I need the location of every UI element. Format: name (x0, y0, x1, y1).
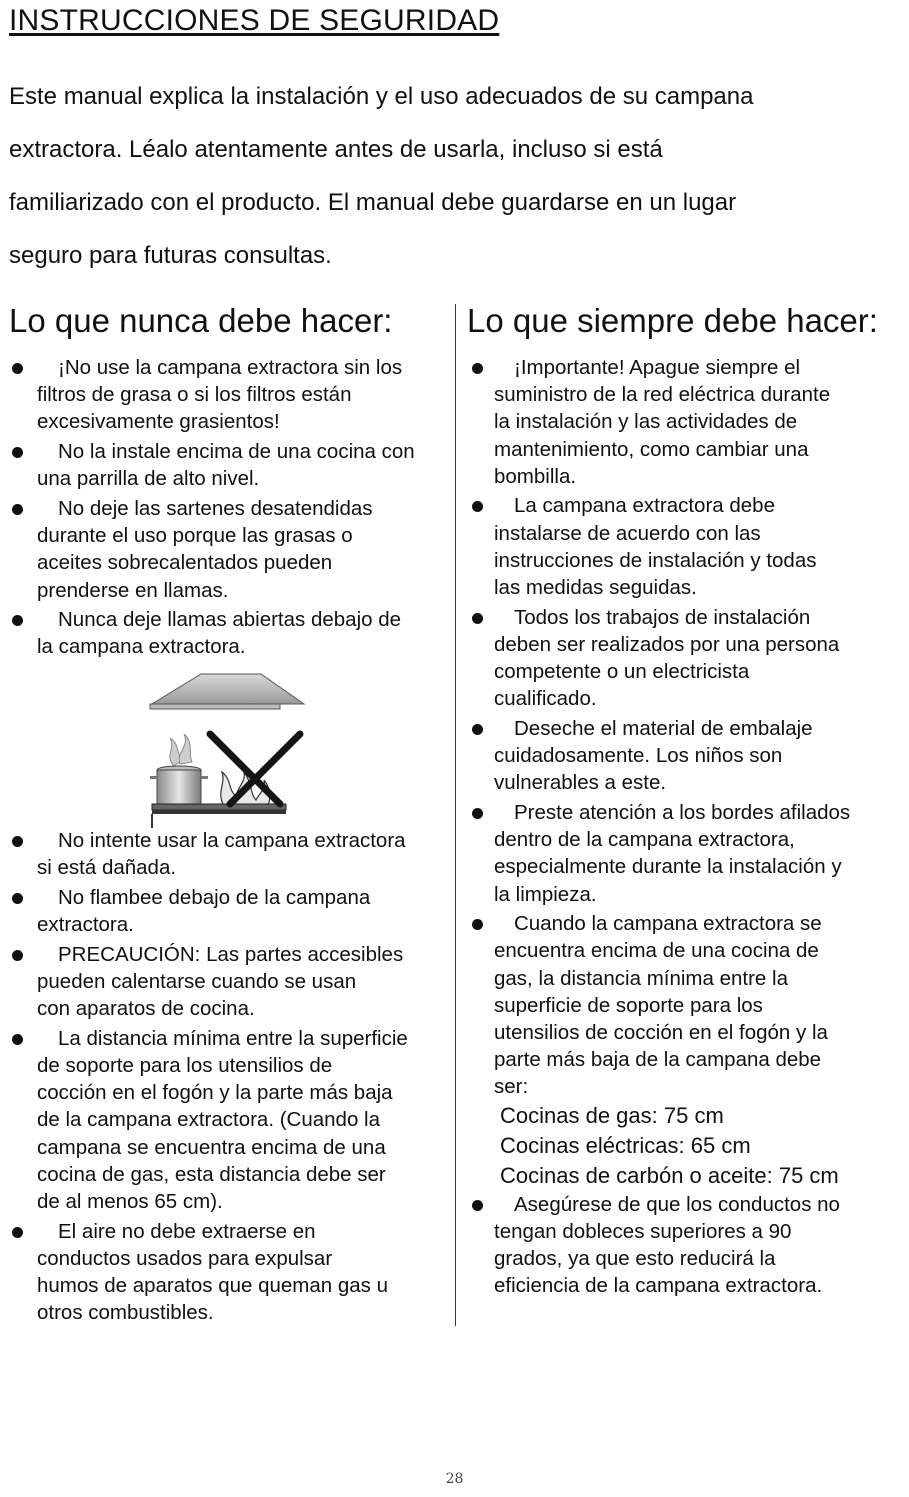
list-item-line: cocción en el fogón y la parte más baja (37, 1081, 393, 1105)
list-item-line: vulnerables a este. (494, 771, 667, 795)
list-item (0, 827, 452, 881)
always-do-list (458, 354, 908, 1299)
pot-icon (150, 766, 208, 804)
intro-line: extractora. Léalo atentamente antes de usarla, incluso si está (9, 136, 663, 163)
intro-line: Este manual explica la instalación y el uso adecuados de su campana (9, 83, 754, 110)
cooktop-icon (152, 804, 286, 828)
list-item (0, 606, 452, 660)
list-item-line: conductos usados para expulsar (37, 1246, 333, 1270)
list-item-line: con aparatos de cocina. (37, 997, 255, 1021)
list-item-line: Todos los trabajos de instalación (514, 605, 811, 629)
list-item-line: cocina de gas, esta distancia debe ser (37, 1162, 386, 1186)
intro-paragraph (9, 72, 904, 284)
never-do-heading: Lo que nunca debe hacer: (9, 302, 393, 339)
list-item-line: otros combustibles. (37, 1301, 214, 1325)
list-item-line: gas, la distancia mínima entre la (494, 966, 788, 990)
list-item-line: de al menos 65 cm). (37, 1189, 223, 1213)
list-item-line: tengan dobleces superiores a 90 (494, 1219, 792, 1243)
list-item (0, 495, 452, 604)
list-item-line: si está dañada. (37, 856, 177, 880)
list-item-line: aceites sobrecalentados pueden (37, 551, 333, 575)
bullet-icon (12, 363, 23, 374)
list-item-line: humos de aparatos que queman gas u (37, 1274, 389, 1297)
list-item-line: instrucciones de instalación y todas (494, 548, 817, 572)
column-divider (455, 304, 456, 1326)
list-item (0, 354, 452, 436)
list-item-line: campana se encuentra encima de una (37, 1135, 386, 1159)
list-item-line: instalarse de acuerdo con las (494, 521, 761, 545)
list-item-line: PRECAUCIÓN: Las partes accesibles (58, 942, 404, 966)
distance-gas: Cocinas de gas: 75 cm (500, 1102, 724, 1128)
list-item-line: prenderse en llamas. (37, 578, 229, 602)
list-item-line: las medidas seguidas. (494, 576, 697, 599)
list-item-line: cualificado. (494, 687, 597, 711)
never-do-list (0, 354, 452, 661)
list-item-line: filtros de grasa o si los filtros están (37, 383, 352, 407)
list-item (458, 910, 908, 1100)
list-item (458, 354, 908, 490)
list-item-line: cuidadosamente. Los niños son (494, 744, 783, 768)
list-item-line: la instalación y las actividades de (494, 410, 798, 434)
list-item-line: de la campana extractora. (Cuando la (37, 1108, 381, 1132)
list-item (458, 1191, 908, 1300)
range-hood-icon (150, 674, 304, 709)
list-item (458, 492, 908, 601)
list-item-line: competente o un electricista (494, 660, 750, 684)
list-item-line: ser: (494, 1075, 529, 1099)
bullet-icon (12, 504, 23, 515)
list-item-line: extractora. (37, 913, 134, 937)
list-item-line: Cuando la campana extractora se (514, 912, 822, 936)
bullet-icon (472, 724, 483, 735)
list-item-line: una parrilla de alto nivel. (37, 467, 260, 491)
list-item-line: deben ser realizados por una persona (494, 632, 840, 656)
bullet-icon (12, 447, 23, 458)
bullet-icon (472, 1200, 483, 1211)
list-item-line: El aire no debe extraerse en (58, 1219, 316, 1243)
page-number: 28 (445, 1471, 464, 1487)
minimum-distance-list (458, 1101, 908, 1191)
list-item-line: Asegúrese de que los conductos no (514, 1192, 840, 1216)
list-item (0, 1025, 452, 1215)
no-open-flame-illustration (146, 668, 316, 828)
list-item-line: la limpieza. (494, 882, 597, 906)
list-item-line: superficie de soporte para los (494, 993, 763, 1017)
list-item-line: mantenimiento, como cambiar una (494, 437, 809, 461)
bullet-icon (12, 836, 23, 847)
list-item-line: Nunca deje llamas abiertas debajo de (58, 608, 402, 632)
list-item-line: suministro de la red eléctrica durante (494, 383, 831, 407)
list-item (0, 1218, 452, 1327)
intro-line: seguro para futuras consultas. (9, 242, 332, 269)
list-item-line: encuentra encima de una cocina de (494, 939, 819, 963)
bullet-icon (12, 1034, 23, 1045)
list-item-line: Preste atención a los bordes afilados (514, 801, 851, 824)
list-item (0, 438, 452, 492)
list-item-line: ¡Importante! Apague siempre el (514, 356, 801, 379)
list-item-line: ¡No use la campana extractora sin los (58, 356, 403, 379)
list-item-line: especialmente durante la instalación y (494, 855, 842, 879)
list-item-line: la campana extractora. (37, 635, 246, 659)
list-item-line: excesivamente grasientos! (37, 410, 280, 434)
list-item-line: No la instale encima de una cocina con (58, 440, 415, 464)
list-item-line: La campana extractora debe (514, 494, 775, 518)
intro-line: familiarizado con el producto. El manual debe guardarse en un lugar (9, 189, 737, 216)
always-do-heading: Lo que siempre debe hacer: (467, 302, 878, 339)
page-title: INSTRUCCIONES DE SEGURIDAD (9, 4, 500, 37)
list-item-line: durante el uso porque las grasas o (37, 524, 353, 548)
list-item-line: grados, ya que esto reducirá la (494, 1246, 776, 1270)
list-item-line: utensilios de cocción en el fogón y la (494, 1021, 828, 1044)
bullet-icon (12, 950, 23, 961)
list-item-line: No deje las sartenes desatendidas (58, 496, 373, 520)
distance-coal-oil: Cocinas de carbón o aceite: 75 cm (500, 1162, 839, 1188)
bullet-icon (12, 893, 23, 904)
list-item (458, 604, 908, 713)
list-item (458, 715, 908, 797)
list-item-line: pueden calentarse cuando se usan (37, 969, 357, 993)
steam-icon (170, 734, 192, 766)
list-item-line: No flambee debajo de la campana (58, 885, 371, 909)
list-item-line: bombilla. (494, 464, 577, 488)
list-item (0, 884, 452, 938)
bullet-icon (472, 363, 483, 374)
bullet-icon (12, 1227, 23, 1238)
list-item-line: dentro de la campana extractora, (494, 828, 795, 852)
list-item (0, 941, 452, 1023)
list-item-line: No intente usar la campana extractora (58, 829, 406, 852)
bullet-icon (472, 613, 483, 624)
list-item (458, 799, 908, 908)
bullet-icon (472, 808, 483, 819)
list-item-line: eficiencia de la campana extractora. (494, 1274, 823, 1298)
list-item-line: parte más baja de la campana debe (494, 1048, 822, 1072)
list-item-line: de soporte para los utensilios de (37, 1054, 333, 1077)
never-do-list-continued (0, 827, 452, 1326)
distance-electric: Cocinas eléctricas: 65 cm (500, 1132, 751, 1158)
list-item-line: La distancia mínima entre la superficie (58, 1026, 408, 1050)
list-item-line: Deseche el material de embalaje (514, 716, 813, 740)
